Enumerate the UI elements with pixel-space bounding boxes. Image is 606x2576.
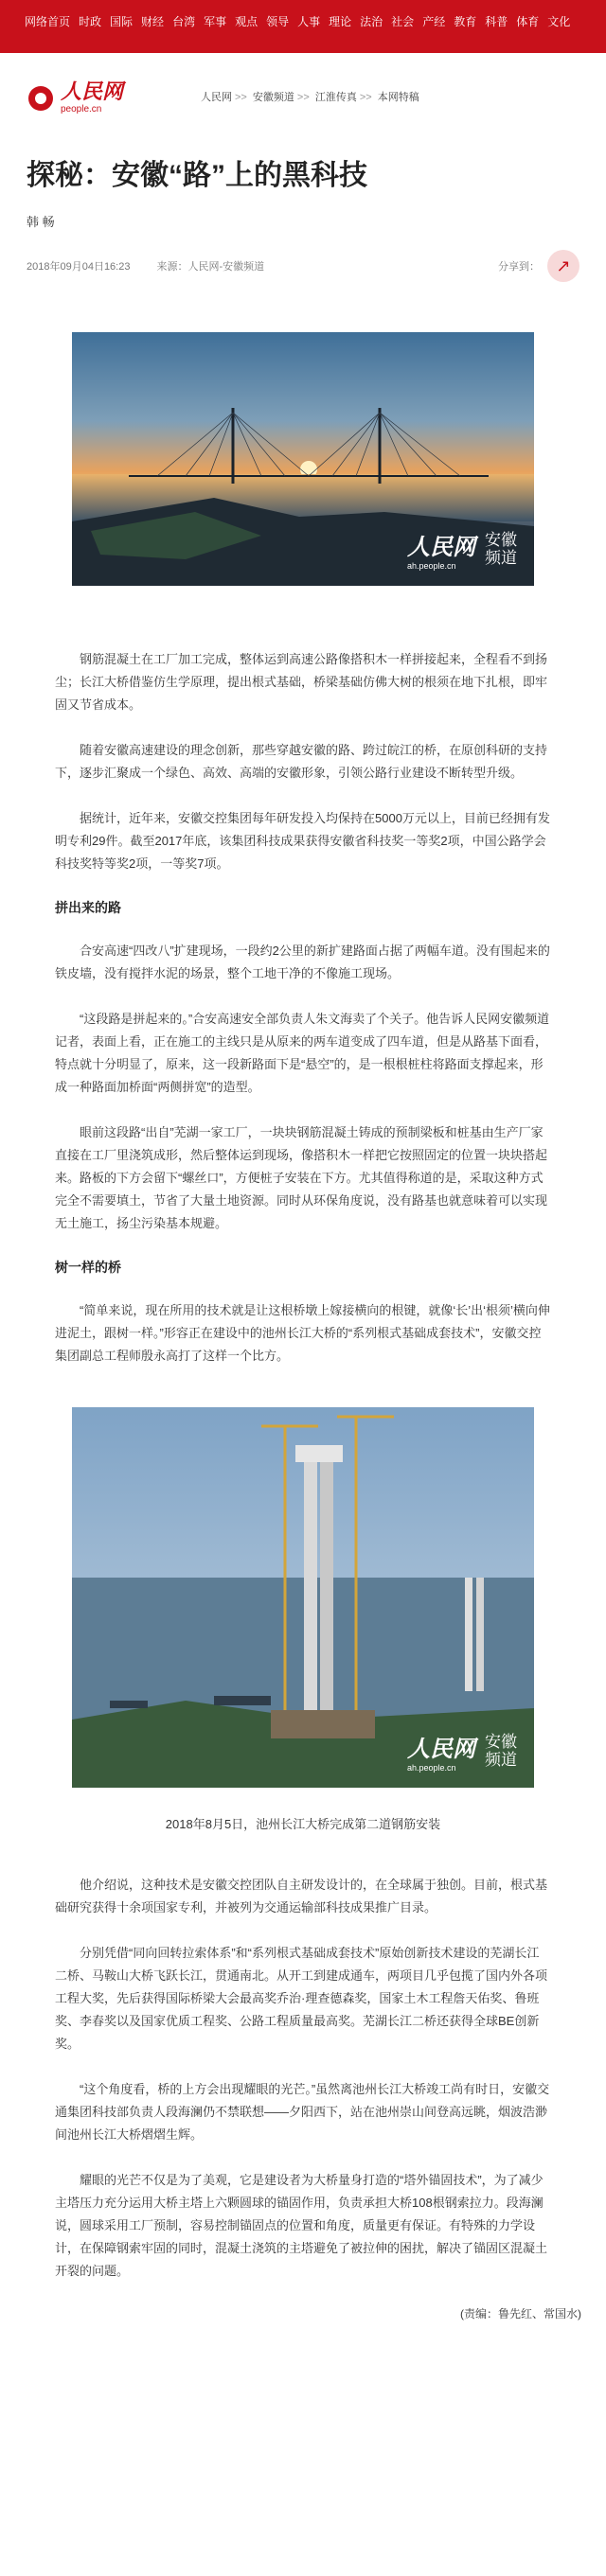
breadcrumb-item-subsection[interactable]: 本网特稿: [377, 92, 419, 103]
nav-item[interactable]: 网络首页: [25, 15, 71, 28]
article-paragraph: 据统计，近年来，安徽交控集团每年研发投入均保持在5000万元以上，目前已经拥有发明专利29件。截至2017年底，该集团科技成果获得安徽省科技奖一等奖2项，中国公路学会科技奖特等奖2项，一等奖7项。: [55, 811, 550, 871]
article-paragraph: “这段路是拼起来的。”合安高速安全部负责人朱文海卖了个关子。他告诉人民网安徽频道记者，表面上看，正在施工的主线只是从原来的两车道变成了四车道，但是从路基下面看，特点就十分明显了，原来，这一段新路面下是“悬空”的，是一根根桩柱将路面支撑起来，形成一种路面加桥面“两侧拼宽”的造型。: [55, 1012, 550, 1094]
breadcrumb-item-home[interactable]: 人民网: [201, 92, 232, 103]
article-paragraph: 眼前这段路“出自”芜湖一家工厂，一块块钢筋混凝土铸成的预制梁板和桩基由生产厂家直接在工厂里浇筑成形，然后整体运到现场，像搭积木一样把它按照固定的位置一块块搭起来。路板的下方会留下“螺丝口”，方便桩子安装在下方。尤其值得称道的是，采取这种方式完全不需要填土，节省了大量土地资源。同时从环保角度说，没有路基也就意味着可以实现无土施工，扬尘污染基本规避。: [55, 1125, 548, 1230]
nav-item[interactable]: 人事: [297, 15, 321, 28]
watermark-brand: 人民网: [407, 535, 475, 560]
nav-item[interactable]: 时政: [79, 15, 102, 28]
watermark-channel-line-1: 安徽: [485, 1732, 517, 1751]
people-watermark: [407, 528, 517, 571]
article-paragraph: “简单来说，现在所用的技术就是让这根桥墩上嫁接横向的根键，就像‘长’出‘根须’横向伸进泥土，跟树一样。”形容正在建设中的池州长江大桥的“系列根式基础成套技术”，安徽交控集团副总工程师殷永高打了这样一个比方。: [55, 1303, 550, 1363]
editor-credit: (责编：鲁先红、常国水): [460, 2307, 581, 2320]
share-icon[interactable]: ↗: [547, 250, 579, 282]
nav-item[interactable]: 观点: [235, 15, 258, 28]
article-paragraph: 随着安徽高速建设的理念创新，那些穿越安徽的路、跨过皖江的桥，在原创科研的支持下，逐步汇聚成一个绿色、高效、高端的安徽形象，引领公路行业建设不断转型升级。: [55, 743, 548, 780]
article-paragraph: 他介绍说，这种技术是安徽交控团队自主研发设计的，在全球属于独创。目前，根式基础研究获得十余项国家专利，并被列为交通运输部科技成果推广目录。: [55, 1878, 548, 1914]
breadcrumb: 人民网 >> 安徽频道 >> 江淮传真 >> 本网特稿: [201, 92, 419, 103]
article-body: [0, 648, 606, 2283]
nav-item[interactable]: 教育: [454, 15, 477, 28]
nav-item[interactable]: 体育: [516, 15, 540, 28]
watermark-domain: ah.people.cn: [407, 1763, 456, 1773]
site-header: [0, 53, 606, 151]
article-meta: [0, 247, 606, 285]
nav-item[interactable]: 台湾: [172, 15, 196, 28]
article-source: 来源：人民网-安徽频道: [156, 261, 265, 273]
article-paragraph: 钢筋混凝土在工厂加工完成，整体运到高速公路像搭积木一样拼接起来，全程看不到扬尘；长江大桥借鉴仿生学原理，提出根式基础，桥梁基础仿佛大树的根须在地下扎根，即牢固又节省成本。: [55, 652, 548, 712]
article-title: 探秘：安徽“路”上的黑科技: [27, 160, 367, 191]
nav-item[interactable]: 领导: [266, 15, 290, 28]
article-paragraph: 分别凭借“同向回转拉索体系”和“系列根式基础成套技术”原始创新技术建设的芜湖长江二桥、马鞍山大桥飞跃长江，贯通南北。从开工到建成通车，两项目几乎包揽了国内外各项工程大奖，先后获得国际桥梁大会最高奖乔治·理查德森奖，国家土木工程詹天佑奖、鲁班奖、李春奖以及国家优质工程奖、公路工程质量最高奖。芜湖长江二桥还获得全球BE创新奖。: [55, 1946, 548, 2051]
watermark-channel-line-2: 频道: [485, 1750, 517, 1769]
watermark-brand: 人民网: [407, 1737, 475, 1762]
section-heading: 树一样的桥: [55, 1260, 121, 1275]
article-paragraph: “这个角度看，桥的上方会出现耀眼的光芒。”虽然离池州长江大桥竣工尚有时日，安徽交通集团科技部负责人段海澜仍不禁联想——夕阳西下，站在池州崇山间登高远眺，烟波浩渺间池州长江大桥熠熠生辉。: [55, 2082, 550, 2142]
photo-caption: 2018年8月5日，池州长江大桥完成第二道钢筋安装: [165, 1817, 441, 1831]
logo-mark-icon: [28, 86, 53, 111]
bridge-construction-photo: [72, 1407, 534, 1788]
top-nav-bar: [0, 0, 606, 53]
nav-item[interactable]: 军事: [204, 15, 227, 28]
bridge-sunset-photo: [72, 332, 534, 586]
watermark-domain: ah.people.cn: [407, 561, 456, 571]
logo-domain: people.cn: [61, 104, 102, 115]
watermark-channel-line-2: 频道: [485, 548, 517, 567]
watermark-channel-line-1: 安徽: [485, 530, 517, 549]
site-logo[interactable]: [28, 81, 161, 115]
logo-text: 人民网: [61, 79, 124, 103]
nav-item[interactable]: 财经: [141, 15, 165, 28]
nav-item[interactable]: 法治: [360, 15, 383, 28]
share-label: 分享到：: [498, 261, 540, 273]
section-heading: 拼出来的路: [55, 900, 121, 915]
nav-item[interactable]: 文化: [547, 15, 571, 28]
publish-datetime: 2018年09月04日16:23: [27, 261, 131, 273]
article-paragraph: 耀眼的光芒不仅是为了美观，它是建设者为大桥量身打造的“塔外锚固技术”，为了减少主塔压力充分运用大桥主塔上六颗圆球的锚固作用，负责承担大桥108根钢索拉力。段海澜说，圆球采用工厂预制，容易控制锚固点的位置和角度，质量更有保证。有特殊的力学设计，在保障钢索牢固的同时，混凝土浇筑的主塔避免了被拉伸的困扰，解决了锚固区混凝土开裂的问题。: [55, 2173, 548, 2278]
breadcrumb-item-channel[interactable]: 安徽频道: [252, 92, 294, 103]
nav-item[interactable]: 理论: [329, 15, 352, 28]
people-watermark: [407, 1730, 517, 1773]
nav-item[interactable]: 社会: [391, 15, 415, 28]
article-paragraph: 合安高速“四改八”扩建现场，一段约2公里的新扩建路面占据了两幅车道。没有围起来的铁皮墙，没有搅拌水泥的场景，整个工地干净的不像施工现场。: [55, 944, 550, 980]
nav-item[interactable]: 国际: [110, 15, 134, 28]
spacer: [27, 599, 579, 648]
breadcrumb-item-section[interactable]: 江淮传真: [314, 92, 357, 103]
nav-item[interactable]: 科普: [485, 15, 508, 28]
article-author: 韩 畅: [27, 215, 55, 229]
nav-item[interactable]: 产经: [422, 15, 446, 28]
